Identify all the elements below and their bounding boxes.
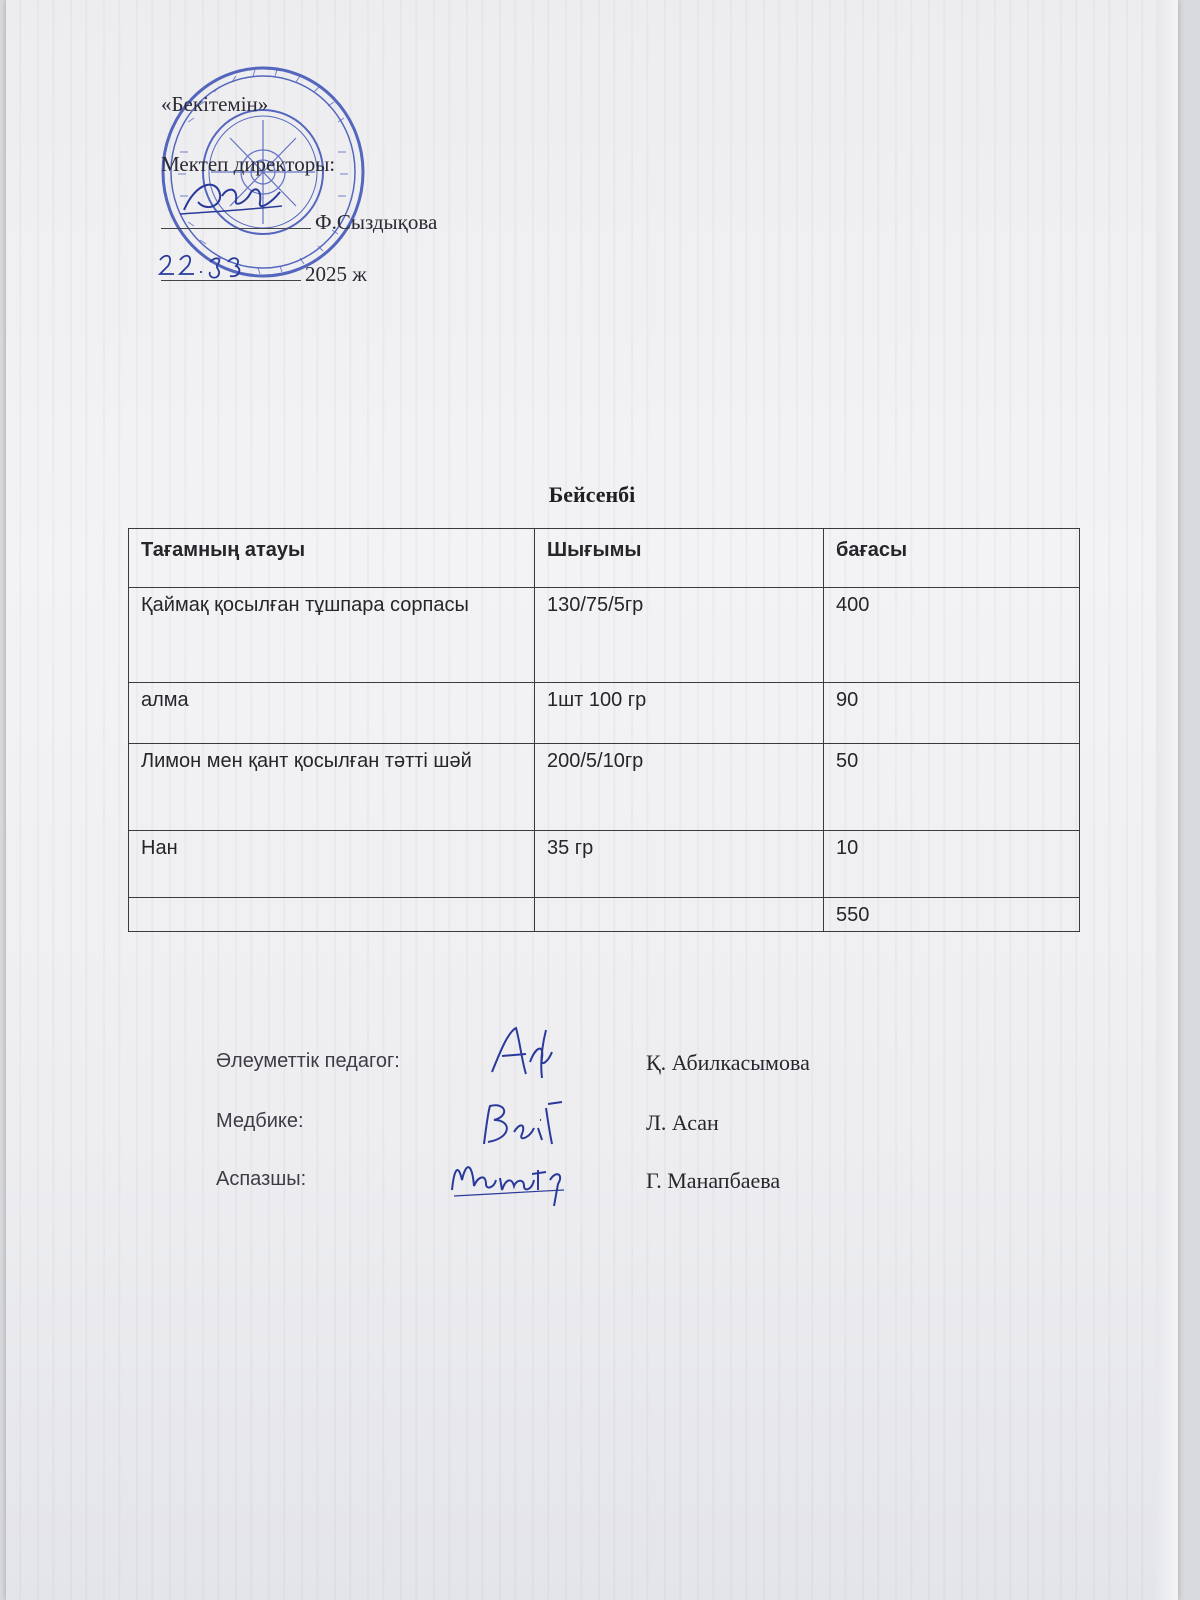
header-portion: Шығымы [535, 529, 824, 588]
portion-cell: 130/75/5гр [535, 588, 824, 683]
total-price-cell: 550 [824, 898, 1080, 932]
signer-name: Л. Асан [646, 1110, 719, 1135]
signer-role: Әлеуметтік педагог: [216, 1050, 400, 1072]
menu-table [128, 528, 1080, 932]
dish-name-cell: Лимон мен қант қосылған тәтті шәй [129, 744, 535, 831]
page-edge [1156, 0, 1178, 1600]
table-row [129, 831, 1080, 898]
portion-cell: 200/5/10гр [535, 744, 824, 831]
cook-signature-icon [446, 1150, 571, 1210]
signature-blank [161, 228, 311, 229]
handwritten-date-icon [156, 250, 251, 280]
price-cell: 90 [824, 683, 1080, 744]
approval-heading: «Бекітемін» [161, 92, 269, 116]
price-cell: 400 [824, 588, 1080, 683]
director-signature-icon [176, 172, 286, 222]
director-name: Ф.Сыздықова [315, 210, 438, 234]
signer-name: Г. Манапбаева [646, 1168, 781, 1193]
portion-cell: 1шт 100 гр [535, 683, 824, 744]
dish-name-cell: Нан [129, 831, 535, 898]
empty-cell [129, 898, 535, 932]
header-price: бағасы [824, 529, 1080, 588]
table-row [129, 744, 1080, 831]
table-row [129, 683, 1080, 744]
price-cell: 50 [824, 744, 1080, 831]
signer-name: Қ. Абилкасымова [646, 1050, 810, 1075]
table-header-row [129, 529, 1080, 588]
dish-name-cell: Қаймақ қосылған тұшпара сорпасы [129, 588, 535, 683]
signer-role: Аспазшы: [216, 1168, 307, 1190]
approval-year: 2025 ж [305, 262, 367, 286]
director-title: Мектеп директоры: [161, 152, 336, 176]
day-title: Бейсенбі [548, 482, 636, 507]
header-dish-name: Тағамның атауы [129, 529, 535, 588]
date-blank [161, 280, 301, 281]
empty-cell [535, 898, 824, 932]
price-cell: 10 [824, 831, 1080, 898]
portion-cell: 35 гр [535, 831, 824, 898]
document-page [6, 0, 1178, 1600]
signer-role: Медбике: [216, 1110, 304, 1132]
pedagogue-signature-icon [486, 1022, 556, 1082]
dish-name-cell: алма [129, 683, 535, 744]
nurse-signature-icon [476, 1098, 566, 1153]
table-row [129, 588, 1080, 683]
total-row [129, 898, 1080, 932]
